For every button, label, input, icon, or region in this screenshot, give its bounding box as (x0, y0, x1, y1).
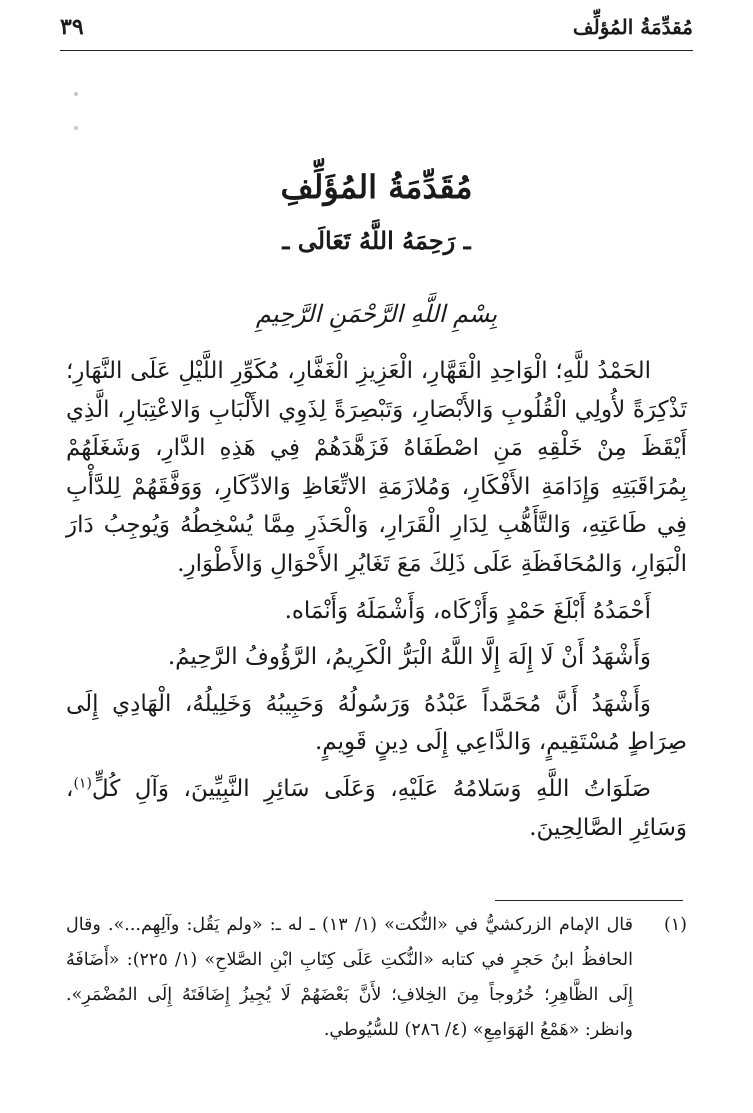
page-number: ٣٩ (60, 14, 84, 40)
basmala: بِسْمِ اللَّهِ الرَّحْمَنِ الرَّحِيمِ (255, 300, 498, 328)
chapter-title: مُقَدِّمَةُ المُؤَلِّفِ (280, 168, 473, 206)
footnote-text: قال الإمام الزركشيُّ في «النُّكت» (١/ ١٣) ـ له ـ: «ولم يَقُل: وآلِهِم...». وقال الحافظُ ابنُ حَجرٍ في كتابه «النُّكتِ عَلَى كِتَابِ ابْنِ الصَّلاحِ» (١/ ٢٢٥): «أَضَافَهُ إِلَى الظَّاهِرِ؛ خُرُوجاً مِنَ الخِلافِ؛ لأَنَّ بَعْضَهُمْ لَا يُجِيزُ إِضَافَتَهُ إِلَى المُضْمَرِ». وانظر: «هَمْعُ الهَوَامِعِ» (٤/ ٢٨٦) للسُّيُوطي. (66, 915, 634, 1040)
paragraph: وَأَشْهَدُ أَنَّ مُحَمَّداً عَبْدُهُ وَرَسُولُهُ وَحَبِيبُهُ وَخَلِيلُهُ، الْهَادِي إِلَى صِرَاطٍ مُسْتَقِيمٍ، وَالدَّاعِي إِلَى دِينٍ قَوِيمٍ. (66, 690, 687, 756)
footnote-number: (١) (663, 915, 687, 935)
paragraph: وَأَشْهَدُ أَنْ لَا إِلَهَ إِلَّا اللَّهُ الْبَرُّ الْكَرِيمُ، الرَّؤُوفُ الرَّحِيمُ. (167, 644, 651, 671)
paragraph (66, 770, 687, 847)
header-divider (60, 50, 693, 51)
paragraph-text: صَلَوَاتُ اللَّهِ وَسَلامُهُ عَلَيْهِ، وَعَلَى سَائِرِ النَّبِيِّينَ، وَآلِ كُلٍّ (91, 775, 651, 802)
scan-speck (74, 92, 78, 96)
paragraph: الحَمْدُ للَّهِ؛ الْوَاحِدِ الْقَهَّارِ، الْعَزِيزِ الْغَفَّارِ، مُكَوِّرِ اللَّيْلِ عَلَى النَّهَارِ؛ تَذْكِرَةً لأُولِي الْقُلُوبِ وَالأَبْصَارِ، وَتَبْصِرَةً لِذَوِي الأَلْبَابِ وَالاعْتِبَارِ، الَّذِي أَيْقَظَ مِنْ خَلْقِهِ مَنِ اصْطَفَاهُ فَزَهَّدَهُمْ فِي هَذِهِ الدَّارِ، وَشَغَلَهُمْ بِمُرَاقَبَتِهِ وَإِدَامَةِ الأَفْكَارِ، وَمُلازَمَةِ الاتِّعَاظِ وَالادِّكَارِ، وَوَفَّقَهُمْ لِلدَّأْبِ فِي طَاعَتِهِ، وَالتَّأَهُّبِ لِدَارِ الْقَرَارِ، وَالْحَذَرِ مِمَّا يُسْخِطُهُ وَيُوجِبُ دَارَ الْبَوَارِ، وَالمُحَافَظَةِ عَلَى ذَلِكَ مَعَ تَغَايُرِ الأَحْوَالِ وَالأَطْوَارِ. (66, 358, 687, 577)
paragraph: أَحْمَدُهُ أَبْلَغَ حَمْدٍ وَأَزْكَاه، وَأَشْمَلَهُ وَأَنْمَاه. (284, 597, 651, 624)
body-text (66, 352, 687, 847)
footnote (66, 908, 687, 1048)
running-header-title: مُقدِّمَةُ المُؤلِّف (572, 15, 693, 39)
footnote-divider (495, 900, 683, 901)
chapter-subtitle: ـ رَحِمَهُ اللَّهُ تَعَالَى ـ (282, 226, 471, 255)
scan-speck (74, 126, 78, 130)
footnote-reference: (١) (73, 775, 92, 792)
running-header (60, 10, 693, 44)
paragraph-text: ، وَسَائِرِ الصَّالِحِينَ. (66, 775, 687, 841)
